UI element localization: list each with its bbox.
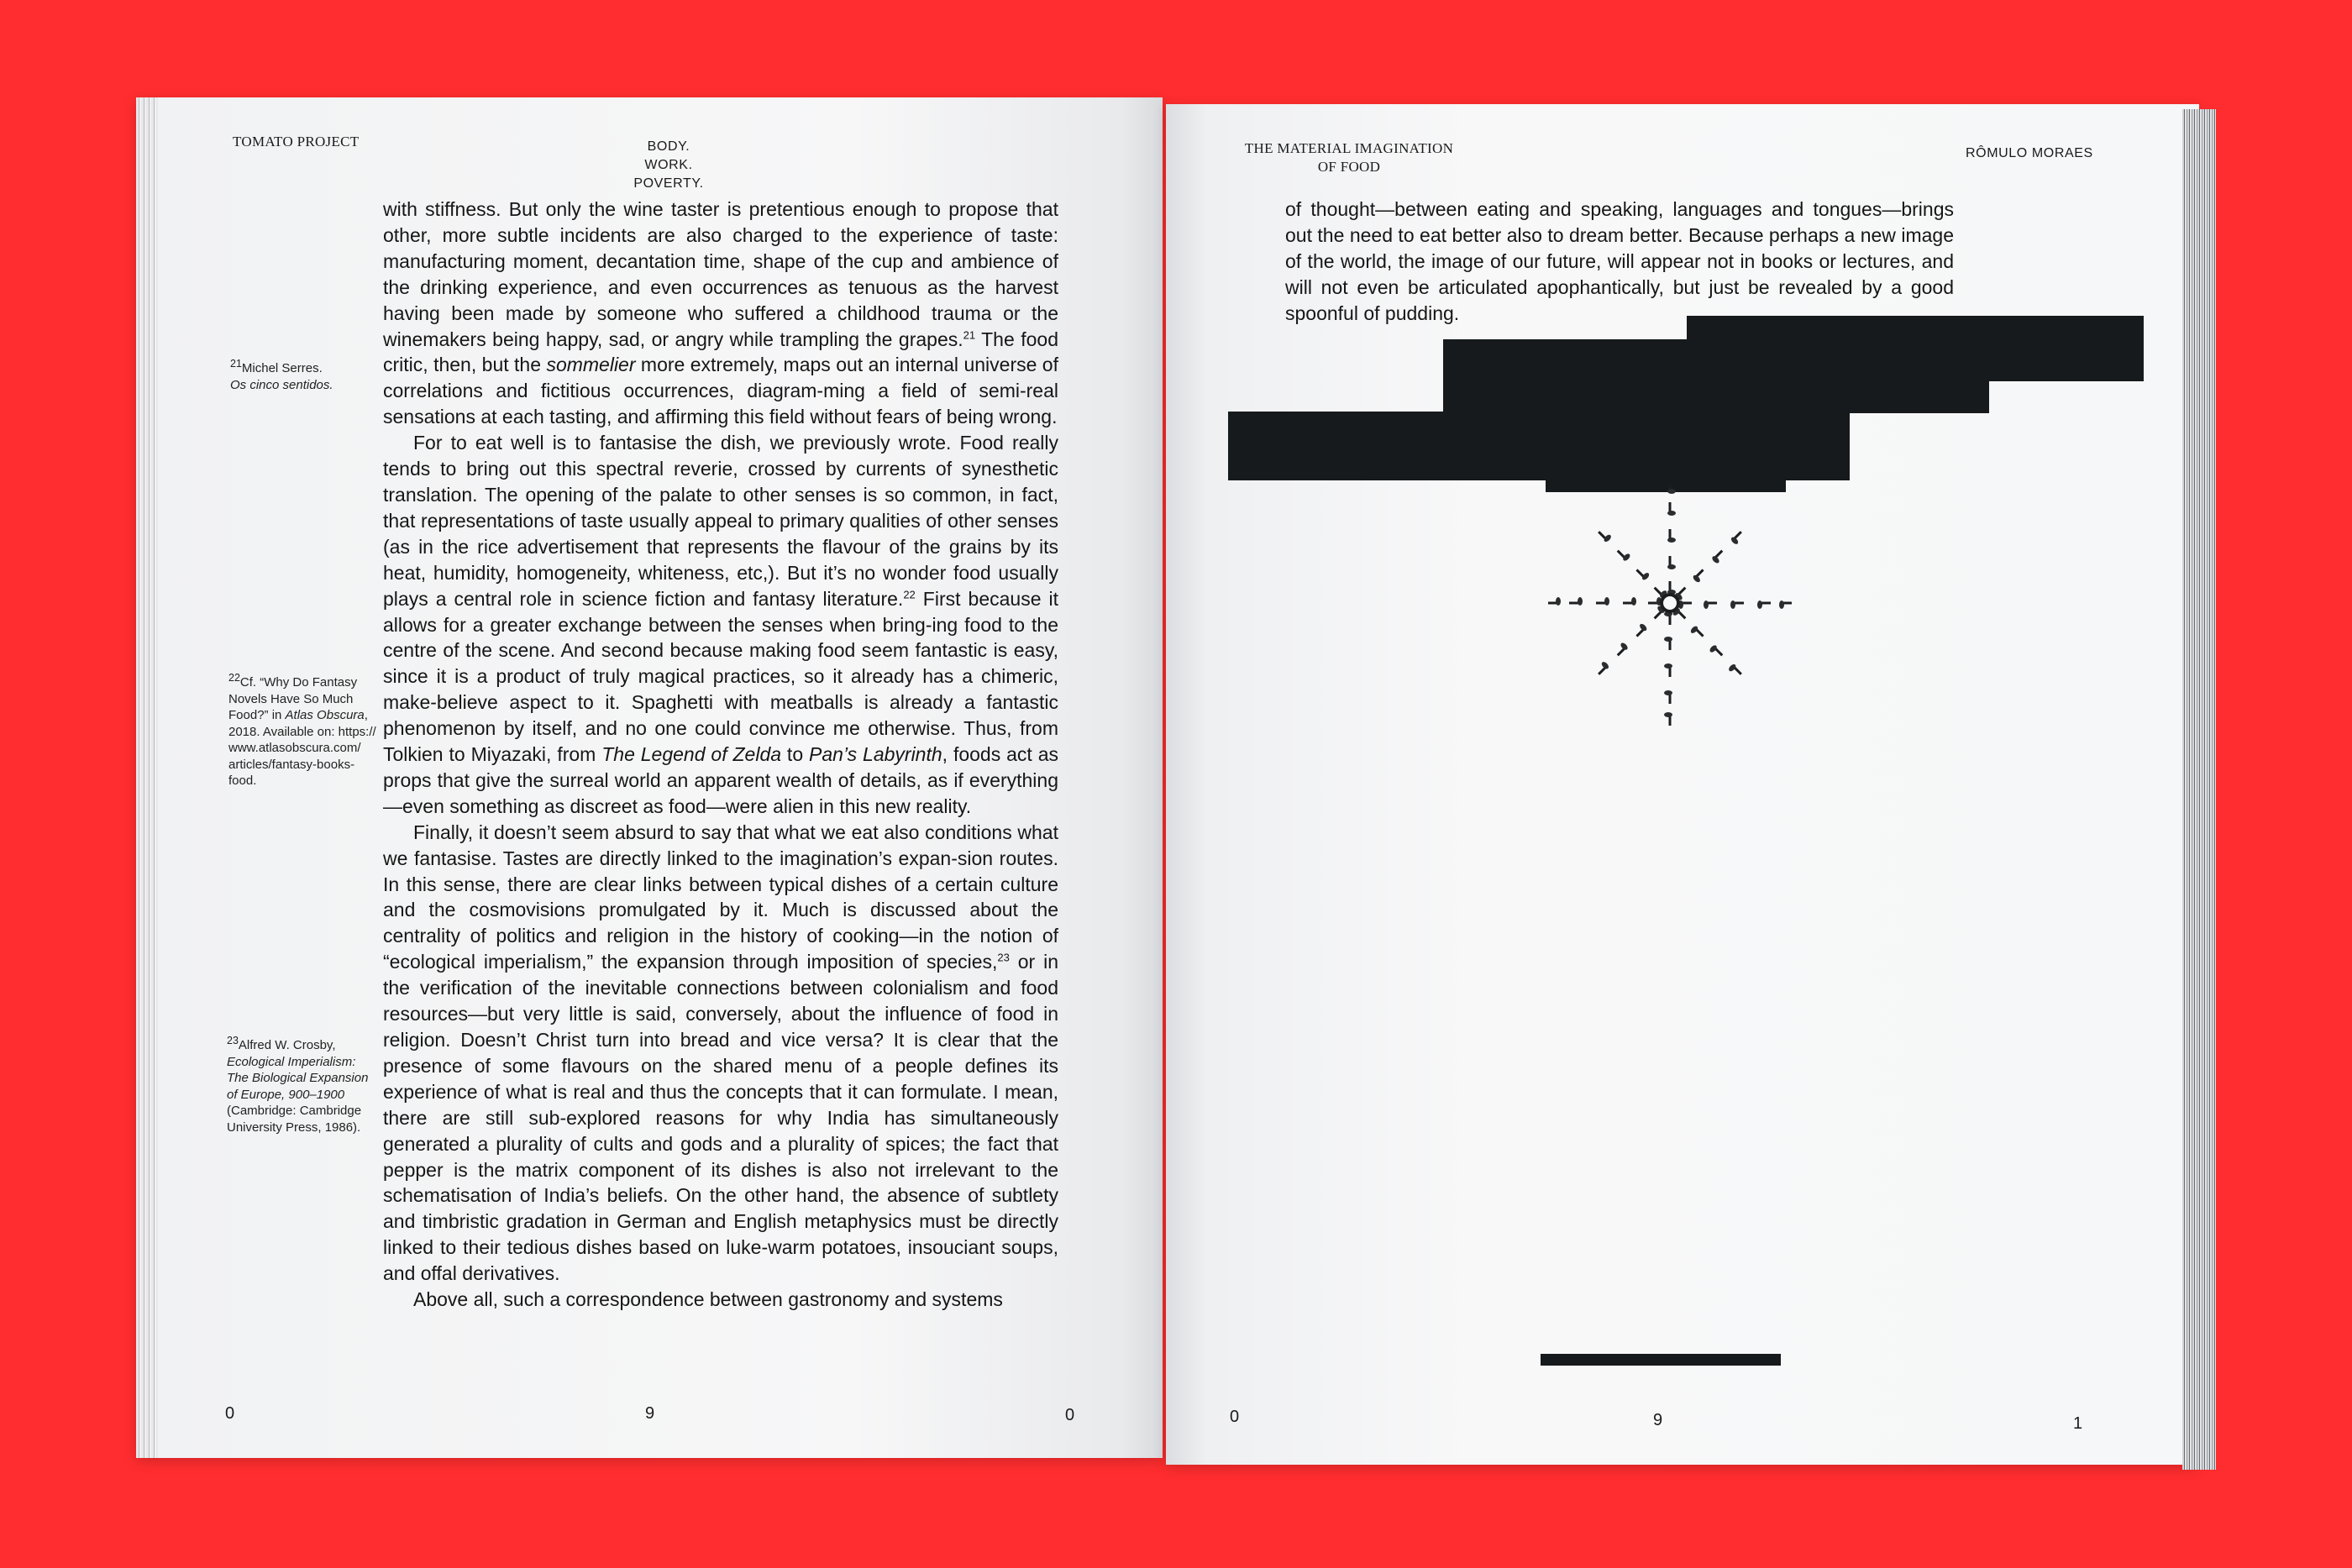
folio-left: 0 bbox=[225, 1404, 235, 1423]
paragraph bbox=[383, 197, 1058, 430]
body-column bbox=[383, 197, 1058, 1313]
running-head-line: THE MATERIAL IMAGINATION bbox=[1244, 140, 1454, 156]
left-page bbox=[136, 97, 1163, 1458]
spoon-mark bbox=[1730, 600, 1744, 609]
spoon-mark bbox=[1632, 622, 1647, 637]
spoon-mark bbox=[1569, 597, 1583, 606]
paragraph bbox=[383, 820, 1058, 1287]
spoon-mark bbox=[1757, 600, 1771, 609]
footnote-number: 23 bbox=[227, 1035, 239, 1046]
footnote-text: Alfred W. Crosby, bbox=[238, 1038, 336, 1052]
running-head-line: WORK. bbox=[644, 158, 693, 172]
paragraph-text: For to eat well is to fantasise the dish, we previously wrote. Food really tends to bring out this spectral reverie, crossed by currents of synesthetic translation. The opening of the palate to other senses is so common, in fact, that representations of taste usually appeal to primary qualities of other senses (as in the rice advertisement that represents the flavour of the grains by its heat, humidity, homogeneity, whiteness, etc,). But it’s no wonder food usually plays a central role in science fiction and fantasy literature. bbox=[383, 432, 1058, 610]
spoon-mark bbox=[1667, 581, 1676, 595]
paragraph-text: to bbox=[781, 743, 810, 766]
spoon-mark bbox=[1616, 547, 1631, 562]
paragraph-text: or in the verification of the inevitable connections between colonialism and food resources—but very little is said, conversely, about the influence of food in religion. Doesn’t Christ turn into bread and vice versa? It is clear that the presence of some flavours on the shared menu of a people defines its experience of what is real and thus the concepts that it can formulate. I mean, there are still sub-explored reasons for why India has simultaneously generated a plurality of cults and gods and a plurality of spices; the fact that pepper is the matrix component of its dishes is also not irrelevant to the schematisation of India’s beliefs. On the other hand, the absence of subtlety and timbristic gradation in German and English metaphysics must be directly linked to their tedious dishes based on luke-warm potatoes, insouciant soups, and offal derivatives. bbox=[383, 951, 1058, 1285]
black-bar-footer bbox=[1541, 1354, 1781, 1366]
black-block-step bbox=[1443, 380, 1709, 413]
folio-center: 9 bbox=[1653, 1411, 1663, 1429]
running-head-left: TOMATO PROJECT bbox=[233, 134, 360, 149]
starburst-center bbox=[1662, 595, 1678, 611]
spoon-mark bbox=[1730, 530, 1745, 545]
footnote-22 bbox=[228, 670, 376, 789]
folio-center: 9 bbox=[645, 1404, 655, 1423]
folio-right: 0 bbox=[1065, 1406, 1075, 1424]
spoon-mark bbox=[1664, 663, 1672, 677]
folio-right: 1 bbox=[2073, 1414, 2083, 1433]
spoon-mark bbox=[1667, 485, 1676, 494]
footnote-title: Os cinco sentidos. bbox=[230, 377, 333, 392]
folio-left: 0 bbox=[1230, 1408, 1240, 1426]
spoon-mark bbox=[1596, 597, 1609, 606]
footnote-title: Ecological Imperialism: The Biological Expansion of Europe, 900–1900 bbox=[227, 1054, 369, 1102]
spoon-mark bbox=[1594, 661, 1609, 676]
spoon-mark bbox=[1667, 529, 1676, 543]
running-head-line: BODY. bbox=[647, 139, 690, 154]
spoon-mark bbox=[1635, 565, 1650, 580]
paragraph-text: more extremely, maps out an internal universe of correlations and fictitious occurrences, diagram-ming a field of semi-real sensations at each tasting, and affirming this field without fears of being wrong. bbox=[383, 354, 1058, 428]
spoon-mark bbox=[1689, 625, 1704, 640]
italic-title: The Legend of Zelda bbox=[601, 743, 782, 766]
spoon-mark bbox=[1614, 642, 1629, 657]
footnote-ref: 23 bbox=[997, 951, 1010, 964]
spoon-mark bbox=[1709, 644, 1724, 659]
footnote-text-2: (Cambridge: Cambridge University Press, 1986). bbox=[227, 1104, 362, 1135]
paragraph-text: Finally, it doesn’t seem absurd to say that what we eat also conditions what we fantasise. Tastes are directly linked to the imagination’s expan-sion routes. In this sense, there are clear links between typical dishes of a certain culture and the cosmovisions promulgated by it. Much is discussed about the centrality of politics and religion in the history of cooking—in the notion of “ecological imperialism,” the expansion through imposition of species, bbox=[383, 821, 1058, 973]
paragraph-text: The food critic, then, but the bbox=[383, 328, 1058, 376]
paragraph: of thought—between eating and speaking, languages and tongues—brings out the need to eat better also to dream better. Because perhaps a new image of the world, the image of our future, will appear not in books or lectures, and will not even be articulated apophantically, but just be revealed by a good spoonful of pudding. bbox=[1285, 198, 1954, 324]
page-edge-stack bbox=[2182, 109, 2216, 1470]
spoon-mark bbox=[1623, 597, 1636, 606]
spoon-mark bbox=[1667, 502, 1676, 516]
spoon-mark bbox=[1728, 663, 1743, 678]
paragraph bbox=[383, 1287, 1058, 1313]
footnote-23 bbox=[227, 1033, 380, 1135]
paragraph-text: Above all, such a correspondence between gastronomy and systems bbox=[413, 1288, 1003, 1311]
running-head-left bbox=[1240, 139, 1458, 176]
starburst-graphic bbox=[1548, 485, 1792, 729]
paragraph-text: with stiffness. But only the wine taster is pretentious enough to propose that other, more subtle incidents are also charged to the experience of taste: manufacturing moment, decantation time, shape of the cup and ambience of the drinking experience, and even occurrences as tenuous as the harvest having been made by someone who suffered a childhood trauma or the winemakers being happy, sad, or angry while trampling the grapes. bbox=[383, 198, 1058, 350]
running-head-center bbox=[627, 138, 711, 193]
spoon-mark bbox=[1678, 600, 1692, 609]
footnote-21 bbox=[230, 356, 373, 393]
running-head-right: RÔMULO MORAES bbox=[1966, 146, 2093, 160]
spoon-mark bbox=[1597, 527, 1612, 543]
footnote-ref: 21 bbox=[963, 328, 976, 341]
spoon-mark bbox=[1692, 568, 1707, 583]
spoon-mark bbox=[1664, 611, 1672, 625]
footnote-number: 21 bbox=[230, 358, 242, 370]
body-column bbox=[1285, 197, 1954, 327]
italic-title: Pan’s Labyrinth bbox=[809, 743, 942, 766]
paragraph-text: , foods act as props that give the surreal world an apparent wealth of details, as if everything—even something as discreet as food—were alien in this new reality. bbox=[383, 743, 1058, 817]
right-page bbox=[1166, 104, 2199, 1465]
footnote-title: Atlas Obscura bbox=[285, 708, 365, 722]
running-head-line: OF FOOD bbox=[1317, 159, 1381, 175]
footnote-text-2: , 2018. Available on: https:// www.atlasobscura.com/ articles/fantasy-books-food. bbox=[228, 708, 376, 788]
spoon-mark bbox=[1548, 597, 1561, 606]
spoon-mark bbox=[1664, 637, 1672, 650]
paragraph bbox=[383, 430, 1058, 820]
footnote-number: 22 bbox=[228, 672, 240, 684]
page-edge-stack bbox=[136, 97, 158, 1458]
spoon-mark bbox=[1664, 690, 1672, 704]
spoon-mark bbox=[1648, 597, 1662, 606]
italic-term: sommelier bbox=[546, 354, 636, 376]
footnote-text: Michel Serres. bbox=[241, 361, 323, 375]
spoon-mark bbox=[1704, 600, 1717, 609]
running-head-line: POVERTY. bbox=[633, 176, 704, 191]
spoon-mark bbox=[1711, 549, 1726, 564]
footnote-text: Cf. “Why Do Fantasy Novels Have So Much Food?” in bbox=[228, 675, 358, 722]
spoon-mark bbox=[1667, 556, 1676, 569]
paragraph-text: First because it allows for a greater exchange between the senses when bring-ing food to the centre of the scene. And second because making food seem fantastic is easy, since it is a product of truly magical practices, so it already has a chimeric, make-believe aspect to it. Spaghetti with meatballs is already a fantastic phenomenon by itself, and no one could convince me otherwise. Thus, from Tolkien to Miyazaki, from bbox=[383, 587, 1058, 766]
footnote-ref: 22 bbox=[903, 587, 916, 600]
spoon-mark bbox=[1779, 600, 1792, 609]
spoon-mark bbox=[1664, 712, 1672, 726]
